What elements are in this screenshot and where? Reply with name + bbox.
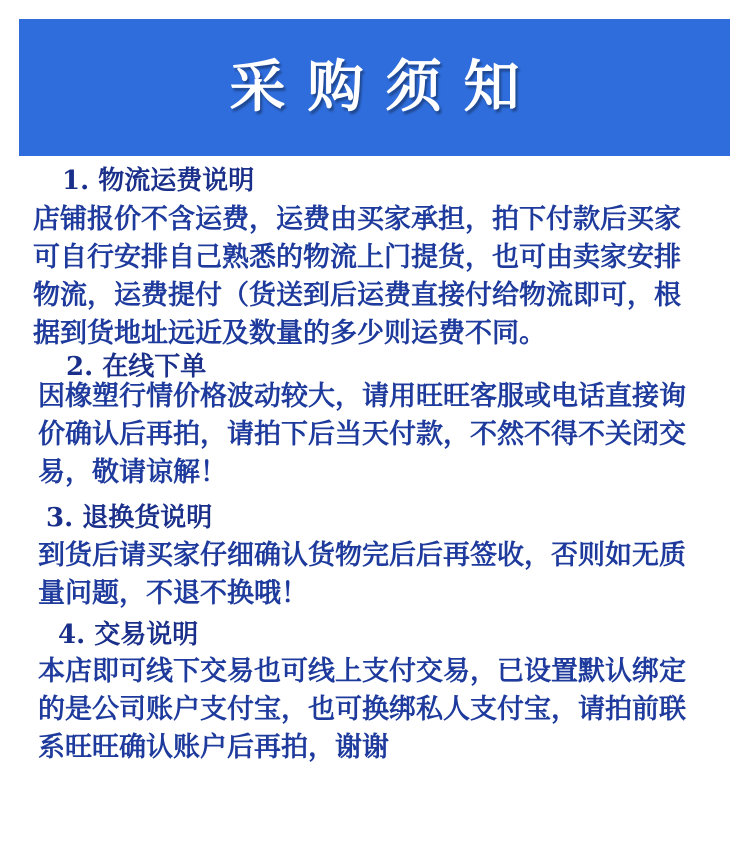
text-line: 因橡塑行情价格波动较大，请用旺旺客服或电话直接询 [38, 381, 686, 412]
section-body-transaction [38, 653, 738, 767]
page-title: 采购须知 [229, 54, 542, 120]
text-line: 到货后请买家仔细确认货物完后后再签收，否则如无质 [38, 540, 686, 571]
text-line: 量问题，不退不换哦！ [38, 578, 308, 609]
text-line: 易，敬请谅解！ [38, 457, 227, 488]
section-heading-online-order: 2. 在线下单 [66, 352, 207, 382]
text-line: 据到货地址远近及数量的多少则运费不同。 [33, 318, 546, 349]
section-heading-transaction: 4. 交易说明 [58, 620, 199, 650]
text-line: 店铺报价不含运费，运费由买家承担，拍下付款后买家 [33, 204, 681, 235]
text-line: 的是公司账户支付宝，也可换绑私人支付宝，请拍前联 [38, 694, 686, 725]
text-line: 物流，运费提付（货送到后运费直接付给物流即可，根 [33, 280, 681, 311]
text-line: 本店即可线下交易也可线上支付交易，已设置默认绑定 [38, 656, 686, 687]
text-line: 价确认后再拍，请拍下后当天付款，不然不得不关闭交 [38, 419, 686, 450]
section-heading-returns: 3. 退换货说明 [46, 503, 213, 533]
section-body-returns [38, 537, 738, 613]
text-line: 可自行安排自己熟悉的物流上门提货，也可由卖家安排 [33, 242, 681, 273]
text-line: 系旺旺确认账户后再拍，谢谢 [38, 732, 389, 763]
section-body-logistics [33, 201, 733, 353]
section-heading-logistics: 1. 物流运费说明 [62, 166, 255, 196]
section-body-online-order [38, 378, 738, 492]
